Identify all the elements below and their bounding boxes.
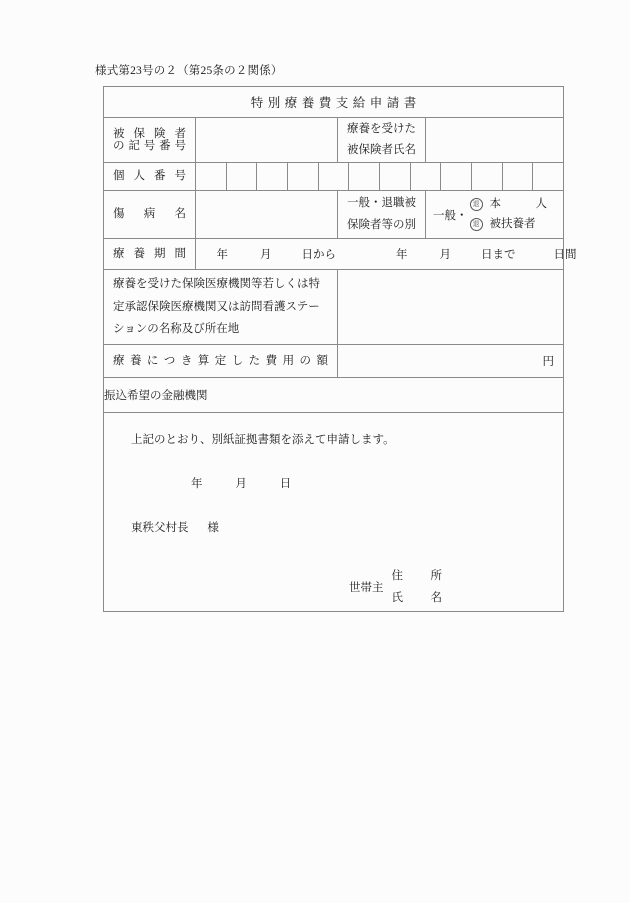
- table-row-insured-number: [104, 118, 564, 163]
- disease-input-cell[interactable]: [196, 191, 338, 239]
- insured-kind-prefix: 一般・: [433, 209, 468, 222]
- table-row-title: [104, 87, 564, 118]
- document-title-cell: [104, 87, 564, 118]
- declaration-date-day: 日: [279, 478, 292, 490]
- application-form-table: [103, 86, 577, 612]
- document-title: 特別療養費支給申請書: [250, 96, 421, 110]
- householder-name-label[interactable]: 氏 名: [391, 592, 450, 605]
- treatment-period-input-cell[interactable]: [196, 239, 577, 270]
- householder-address-label[interactable]: 住 所: [391, 570, 450, 582]
- recipient-name-input-cell[interactable]: [426, 118, 564, 163]
- insured-number-label-line2: の 記 号 番 号: [113, 140, 186, 152]
- amount-input-cell[interactable]: [338, 345, 564, 378]
- my-number-box[interactable]: [472, 163, 503, 190]
- period-from-month: 月: [260, 249, 272, 261]
- bank-cell[interactable]: [104, 378, 564, 413]
- recipient-name-label-line1: 療養を受けた: [347, 122, 416, 135]
- facility-label-line3: ションの名称及び所在地: [113, 323, 240, 336]
- bank-label: 振込希望の金融機関: [104, 390, 208, 402]
- recipient-name-label-line2: 被保険者氏名: [347, 144, 416, 156]
- householder-label: 世帯主: [349, 582, 384, 595]
- declaration-date-year: 年: [191, 478, 203, 490]
- insured-kind-option-self-label: 本 人: [489, 197, 547, 210]
- my-number-box[interactable]: [288, 163, 319, 190]
- amount-label: 療 養 に つ き 算 定 し た 費 用 の 額: [113, 354, 328, 367]
- my-number-box[interactable]: [349, 163, 380, 190]
- form-number: 様式第23号の２（第25条の２関係）: [95, 65, 283, 77]
- period-from-year: 年: [216, 249, 229, 261]
- my-number-label: 個 人 番 号: [113, 170, 186, 183]
- my-number-box[interactable]: [503, 163, 534, 190]
- my-number-box[interactable]: [411, 163, 442, 190]
- insured-kind-label-line2: 保険者等の別: [347, 218, 416, 231]
- period-to-year: 年: [396, 249, 408, 261]
- facility-label-line1: 療養を受けた保険医療機関等若しくは特: [113, 278, 320, 291]
- my-number-box[interactable]: [533, 163, 563, 190]
- facility-label-cell: [104, 270, 338, 345]
- insured-number-input-cell[interactable]: [196, 118, 338, 163]
- my-number-box[interactable]: [227, 163, 258, 190]
- insured-kind-option-dependent[interactable]: [470, 215, 548, 235]
- table-row-my-number: [104, 163, 564, 191]
- my-number-boxes-cell: [196, 163, 564, 191]
- table-row-amount: [104, 345, 564, 378]
- recipient-name-label-cell: [338, 118, 426, 163]
- my-number-box[interactable]: [196, 163, 227, 190]
- disease-label: 傷 病 名: [113, 208, 186, 221]
- addressee-name: 東秩父村長: [131, 522, 189, 534]
- period-from-day: 日から: [301, 249, 337, 261]
- signature-block: [349, 565, 450, 610]
- facility-input-cell[interactable]: [338, 270, 564, 345]
- amount-label-cell: [104, 345, 338, 378]
- insured-number-label-line1: 被 保 険 者: [113, 127, 186, 140]
- circled-retired-icon: 退: [470, 198, 483, 211]
- insured-kind-option-dependent-label: 被扶養者: [489, 217, 536, 230]
- my-number-box[interactable]: [257, 163, 288, 190]
- period-total-days: 日間: [553, 249, 577, 261]
- insured-kind-option-self[interactable]: [470, 195, 548, 215]
- declaration-addressee: [131, 519, 219, 535]
- facility-label-line2: 定承認保険医療機関又は訪問看護ステー: [113, 300, 320, 313]
- my-number-box-grid: [196, 163, 563, 190]
- insured-kind-label-line1: 一般・退職被: [347, 197, 416, 210]
- circled-retired-icon: 退: [470, 218, 483, 231]
- insured-number-label-cell: [104, 118, 196, 163]
- period-to-day: 日まで: [481, 249, 516, 261]
- declaration-statement: 上記のとおり、別紙証拠書類を添えて申請します。: [131, 434, 395, 446]
- insured-kind-options-cell: [426, 191, 564, 239]
- treatment-period-fields: [196, 246, 577, 262]
- addressee-honorific: 様: [207, 522, 219, 534]
- declaration-date[interactable]: [191, 475, 291, 491]
- table-row-disease: [104, 191, 564, 239]
- disease-label-cell: [104, 191, 196, 239]
- declaration-cell: [104, 413, 564, 612]
- amount-unit: 円: [542, 356, 555, 368]
- my-number-box[interactable]: [319, 163, 350, 190]
- my-number-box[interactable]: [380, 163, 411, 190]
- table-row-declaration: [104, 413, 564, 612]
- table-row-facility: [104, 270, 564, 345]
- my-number-label-cell: [104, 163, 196, 191]
- treatment-period-label-cell: [104, 239, 196, 270]
- table-row-treatment-period: [104, 239, 564, 270]
- period-to-month: 月: [439, 249, 452, 261]
- my-number-box[interactable]: [441, 163, 472, 190]
- declaration-date-month: 月: [235, 478, 247, 490]
- table-row-bank: [104, 378, 564, 413]
- treatment-period-label: 療 養 期 間: [113, 247, 186, 260]
- insured-kind-label-cell: [338, 191, 426, 239]
